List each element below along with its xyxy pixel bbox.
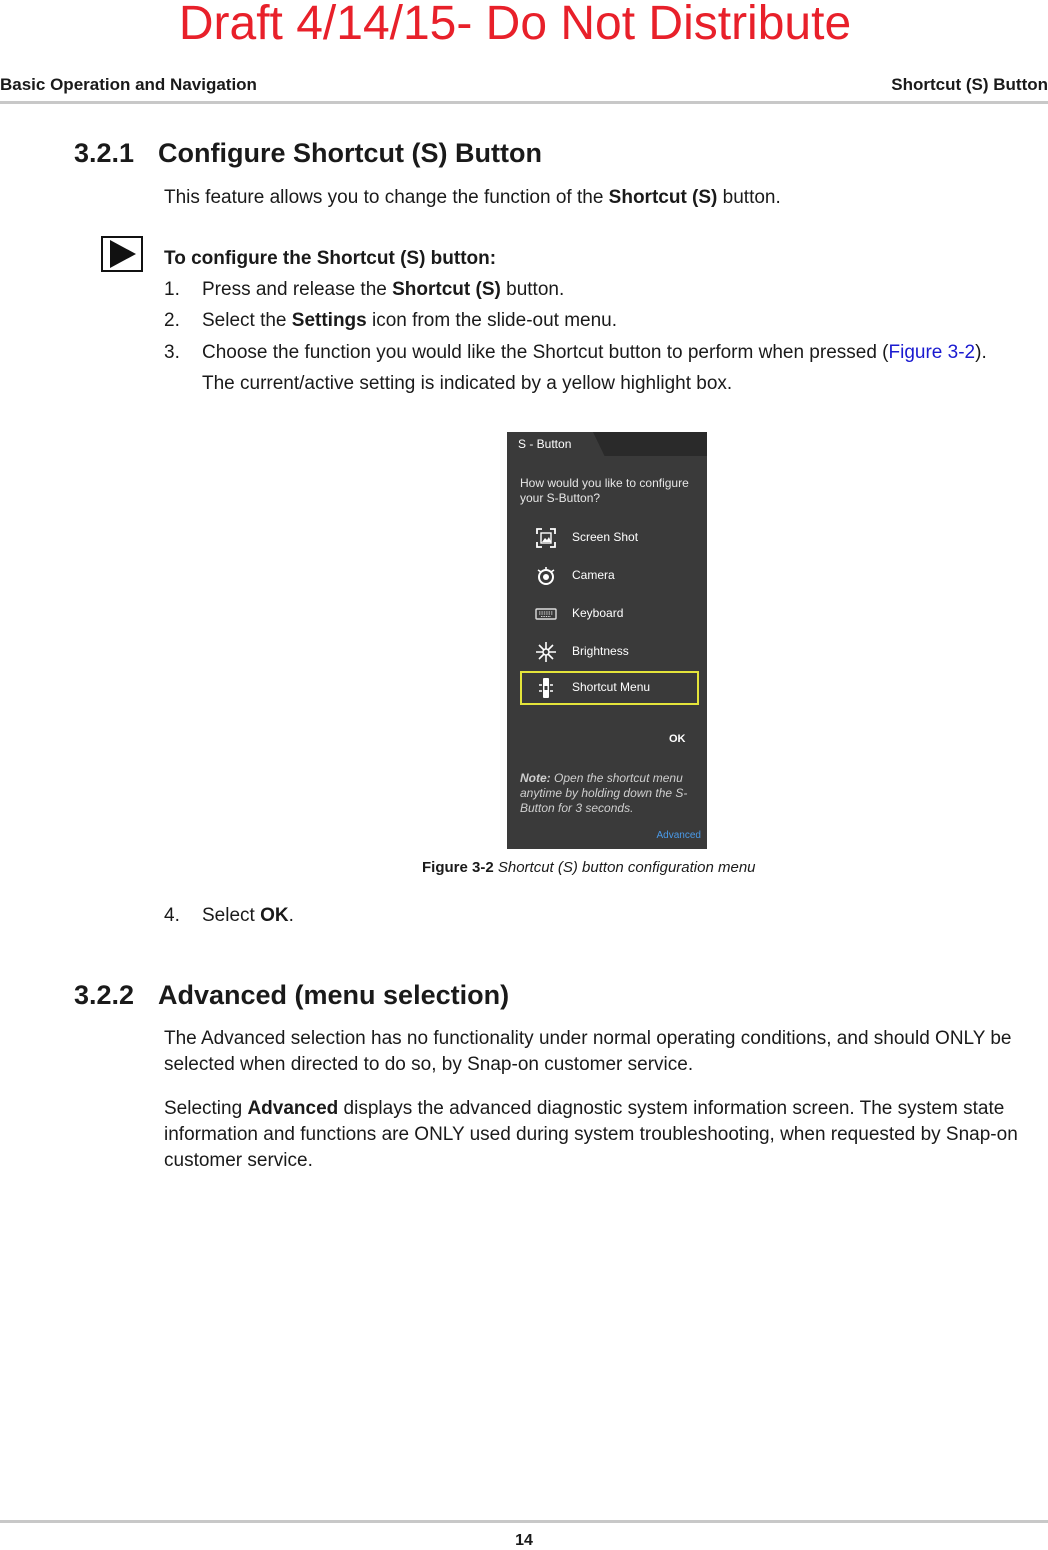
section1-intro: This feature allows you to change the function of the Shortcut (S) button. [164, 187, 781, 208]
figure-3-2-link[interactable]: Figure 3-2 [888, 342, 976, 363]
page-number: 14 [515, 1532, 533, 1549]
figure-caption: Figure 3-2 Shortcut (S) button configuration menu [422, 859, 756, 876]
shortcut-note: Note: Open the shortcut menu anytime by holding down the S-Button for 3 seconds. [520, 771, 688, 815]
section-heading-3-2-1 [74, 138, 542, 169]
step-4: 4. Select OK. [164, 905, 294, 926]
header-rule [0, 101, 1048, 104]
section-heading-3-2-2 [74, 980, 509, 1011]
step-3-note: The current/active setting is indicated by a yellow highlight box. [202, 373, 733, 394]
option-keyboard[interactable]: Keyboard [535, 601, 705, 627]
brightness-icon [535, 641, 557, 663]
step-3: 3. Choose the function you would like the Shortcut button to perform when pressed (Figure 3-2). [164, 342, 987, 363]
advanced-link[interactable]: Advanced [656, 830, 701, 841]
section-title: Advanced (menu selection) [158, 980, 510, 1010]
section2-para2: Selecting Advanced displays the advanced diagnostic system information screen. The system state information and functions are ONLY used during system troubleshooting, when requested by Snap-on customer service. [164, 1098, 1018, 1171]
step-1: 1. Press and release the Shortcut (S) button. [164, 279, 565, 300]
shortcut-menu-icon [535, 677, 557, 699]
section-number: 3.2.2 [74, 980, 135, 1010]
section2-para1: The Advanced selection has no functionality under normal operating conditions, and should ONLY be selected when directed to do so, by Snap-on customer service. [164, 1028, 1012, 1075]
procedure-arrow-icon [101, 236, 143, 272]
s-button-config-screenshot [507, 432, 707, 849]
option-camera[interactable]: Camera [535, 563, 705, 589]
procedure-title: To configure the Shortcut (S) button: [164, 248, 497, 269]
header-chapter-title: Basic Operation and Navigation [0, 75, 257, 94]
footer-rule [0, 1520, 1048, 1523]
section-title: Configure Shortcut (S) Button [158, 138, 542, 168]
section-number: 3.2.1 [74, 138, 135, 168]
camera-icon [535, 565, 557, 587]
header-section-title: Shortcut (S) Button [891, 75, 1048, 94]
screenshot-icon [535, 527, 557, 549]
s-button-tab[interactable]: S - Button [518, 437, 572, 451]
keyboard-icon [535, 603, 557, 625]
option-shortcut-menu[interactable]: Shortcut Menu [535, 675, 705, 701]
draft-watermark: Draft 4/14/15- Do Not Distribute [178, 0, 852, 50]
ok-button[interactable]: OK [669, 733, 686, 745]
option-screen-shot[interactable]: Screen Shot [535, 525, 705, 551]
config-question: How would you like to configure your S-Button? [520, 476, 689, 505]
option-brightness[interactable]: Brightness [535, 639, 705, 665]
step-2: 2. Select the Settings icon from the slide-out menu. [164, 310, 618, 331]
